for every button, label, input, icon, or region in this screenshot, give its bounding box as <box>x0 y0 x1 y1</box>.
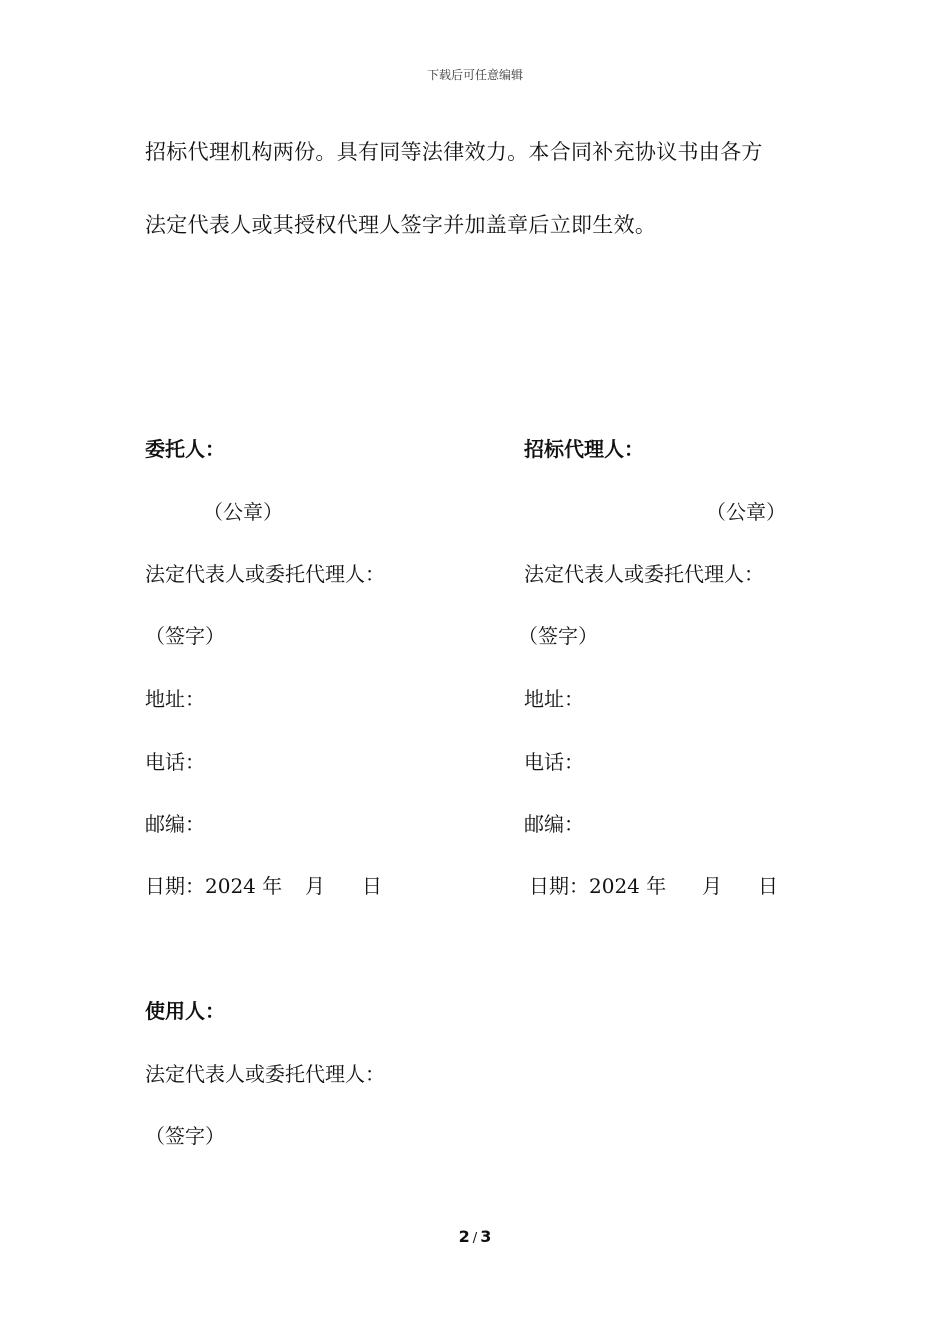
agent-date-label: 日期：2024 年 <box>529 874 667 898</box>
agent-address-label: 地址： <box>524 687 584 711</box>
client-address-label: 地址： <box>145 687 205 711</box>
user-rep-label: 法定代表人或委托代理人： <box>145 1062 385 1086</box>
client-postcode-label: 邮编： <box>145 812 205 836</box>
page-number-current: 2 <box>458 1227 470 1246</box>
agent-sign-label: （签字） <box>518 624 598 648</box>
agent-date-month: 月 <box>702 874 722 898</box>
client-phone-label: 电话： <box>145 750 205 774</box>
agent-title: 招标代理人： <box>524 437 644 461</box>
body-text-line-1: 招标代理机构两份。具有同等法律效力。本合同补充协议书由各方 <box>145 140 763 164</box>
agent-postcode-label: 邮编： <box>524 812 584 836</box>
client-date-month: 月 <box>305 874 325 898</box>
user-title: 使用人： <box>145 999 225 1023</box>
client-date-label: 日期：2024 年 <box>145 874 283 898</box>
agent-phone-label: 电话： <box>524 750 584 774</box>
page-number <box>0 1227 950 1246</box>
page-number-separator: / <box>472 1231 478 1246</box>
client-date-day: 日 <box>362 874 382 898</box>
body-text-line-2: 法定代表人或其授权代理人签字并加盖章后立即生效。 <box>145 213 657 237</box>
page-header-note: 下载后可任意编辑 <box>426 68 523 82</box>
agent-seal: （公章） <box>706 500 786 524</box>
agent-rep-label: 法定代表人或委托代理人： <box>524 562 764 586</box>
user-sign-label: （签字） <box>145 1124 225 1148</box>
client-title: 委托人： <box>145 437 225 461</box>
page-number-total: 3 <box>480 1227 492 1246</box>
agent-date-day: 日 <box>758 874 778 898</box>
client-seal: （公章） <box>203 500 283 524</box>
client-sign-label: （签字） <box>145 624 225 648</box>
client-rep-label: 法定代表人或委托代理人： <box>145 562 385 586</box>
